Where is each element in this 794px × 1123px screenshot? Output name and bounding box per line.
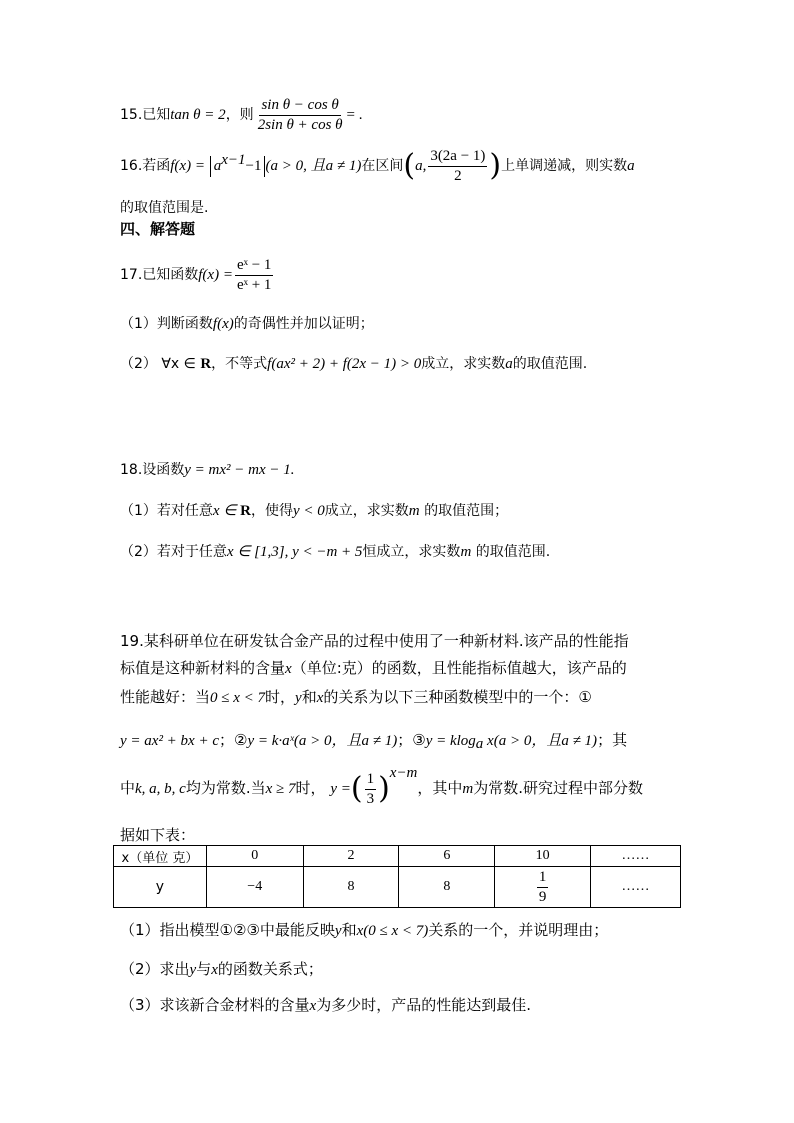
- q19-part2-a: （2）求出: [120, 960, 190, 978]
- q19-part2: [120, 962, 323, 978]
- q19-line5-y: y =: [330, 781, 351, 797]
- q19-line5-d: ，其中: [417, 779, 463, 797]
- q18-part1-ineq: y < 0: [293, 503, 325, 519]
- q18-part1-text-d: 的取值范围；: [419, 503, 509, 519]
- q17-part1-fx: f(x): [212, 316, 234, 332]
- q18-prefix: 18.设函数: [120, 462, 185, 478]
- q19-model3: y = klog: [425, 733, 476, 749]
- q15-line: [120, 97, 363, 133]
- q19-line3-y: y: [295, 690, 302, 706]
- q17-part1-text-b: 的奇偶性并加以证明；: [233, 316, 374, 332]
- table-row: [114, 846, 681, 867]
- q17-part2-text-d: 的取值范围.: [512, 356, 588, 372]
- q16-prefix: 16.若函: [120, 158, 171, 174]
- q18-part2-text-c: 的取值范围.: [471, 544, 551, 560]
- table-cell: −4: [206, 867, 303, 908]
- q18-part1-reals: R: [240, 503, 251, 519]
- q19-line3-d: 的关系为以下三种函数模型中的一个：①: [323, 688, 592, 706]
- q17-prefix: 17.已知函数: [120, 267, 199, 283]
- q18-part1-text-b: ，使得: [251, 503, 293, 519]
- q16-mid: 在区间: [361, 158, 404, 174]
- q19-line3-cond: 0 ≤ x < 7: [210, 690, 266, 706]
- q19-line3-a: 性能越好：当: [120, 688, 211, 706]
- q19-line5-c: 时，: [295, 779, 326, 797]
- q15-fraction: [256, 97, 345, 133]
- q19-part1-c: 关系的一个，并说明理由；: [428, 921, 609, 939]
- table-cell: 2: [303, 846, 399, 867]
- q16-fx: f(x) =: [170, 158, 205, 174]
- q16-abs-base: a: [213, 158, 222, 174]
- section-heading: 四、解答题: [120, 220, 196, 238]
- q18-part2-m: m: [460, 544, 472, 560]
- q16-interval-den: 2: [454, 167, 462, 184]
- table-cell-ellipsis: ……: [591, 846, 681, 867]
- q19-line5-e: 为常数.研究过程中部分数: [473, 779, 644, 797]
- q18-part1-text-c: 成立，求实数: [324, 503, 409, 519]
- q17-part1-text-a: （1）判断函数: [120, 316, 213, 332]
- q19-base-den: 3: [366, 790, 375, 807]
- q19-line2-a: 标值是这种新材料的含量: [120, 659, 286, 677]
- table-cell-ellipsis: ……: [591, 867, 681, 908]
- table-cell: 8: [303, 867, 399, 908]
- q18-part2-math: x ∈ [1,3], y < −m + 5: [226, 544, 363, 560]
- q15-numerator: sin θ − cos θ: [259, 97, 340, 116]
- q18-part2-text-b: 恒成立，求实数: [362, 544, 461, 560]
- q16-line2: 的取值范围是.: [120, 200, 209, 216]
- q19-sep4: ，且a ≠ 1): [531, 733, 598, 749]
- q17-fraction: [235, 257, 273, 293]
- q16-abs-rest: −1: [245, 158, 262, 174]
- table-fraction: [537, 869, 549, 905]
- q19-part1-y: y: [334, 923, 342, 939]
- q19-line3: [120, 690, 592, 706]
- q19-part2-y: y: [189, 962, 197, 978]
- q15-prefix: 15.已知: [120, 107, 171, 123]
- q19-part1-cond: x(0 ≤ x < 7): [356, 923, 429, 939]
- q19-part1-a: （1）指出模型①②③中最能反映: [120, 921, 335, 939]
- q16-var: a: [627, 158, 635, 174]
- q19-part3-b: 为多少时，产品的性能达到最佳.: [316, 996, 531, 1014]
- q16-tail: 上单调递减，则实数: [501, 158, 628, 174]
- q17-part2-reals: R: [200, 356, 212, 372]
- q18-part2: [120, 544, 550, 560]
- q19-close-paren: ): [378, 771, 390, 806]
- q19-part2-x: x: [211, 962, 218, 978]
- q19-part2-b: 与: [196, 960, 212, 978]
- q19-line4-tail: ；其: [597, 731, 628, 749]
- q16-interval-a: a,: [415, 158, 427, 174]
- q19-sep2: ，且a ≠ 1): [331, 733, 398, 749]
- q16-line: [120, 148, 635, 184]
- table-fraction-num: 1: [537, 869, 549, 888]
- q19-line6: 据如下表：: [120, 826, 196, 844]
- table-cell-fraction: [495, 867, 591, 908]
- q19-exponent: x−m: [389, 765, 418, 781]
- q19-line5-a: 中: [120, 779, 136, 797]
- q17-part2: [120, 356, 587, 372]
- q18-line: [120, 462, 295, 478]
- q19-sep1: ；②: [219, 731, 248, 749]
- table-row: [114, 867, 681, 908]
- q17-part2-text-b: ，不等式: [211, 356, 268, 372]
- q18-part2-text-a: （2）若对于任意: [120, 544, 227, 560]
- q15-denominator: 2sin θ + cos θ: [257, 116, 343, 133]
- q17-numerator: eˣ − 1: [235, 257, 273, 276]
- q19-line5-vars: k, a, b, c: [135, 781, 186, 797]
- q19-part3-a: （3）求该新合金材料的含量: [120, 996, 310, 1014]
- q19-line5-cond: x ≥ 7: [265, 781, 296, 797]
- q18-part1-x: x ∈: [212, 503, 241, 519]
- q19-line4: [120, 731, 628, 752]
- q16-absolute-value: [210, 152, 266, 177]
- q19-line5: [120, 765, 644, 807]
- q17-part2-text-c: 成立，求实数: [421, 356, 506, 372]
- q19-part1: [120, 923, 608, 939]
- q19-part3-x: x: [309, 998, 317, 1014]
- q18-part1-text-a: （1）若对任意: [120, 503, 213, 519]
- q19-part2-c: 的函数关系式；: [217, 960, 323, 978]
- q15-suffix: = .: [346, 107, 363, 123]
- q18-part1: [120, 503, 508, 519]
- q19-line2-x: x: [285, 661, 292, 677]
- q16-abs-exp: x−1: [221, 152, 246, 168]
- q19-part1-b: 和: [341, 921, 357, 939]
- q19-part3: [120, 998, 531, 1014]
- q17-part1: [120, 316, 374, 332]
- q18-part1-m: m: [408, 503, 420, 519]
- q19-sep3: ；③: [397, 731, 426, 749]
- q19-model3-base: a: [475, 736, 484, 752]
- q16-open-paren: (: [403, 148, 416, 183]
- q19-line2: [120, 661, 627, 677]
- q17-fx: f(x) =: [198, 267, 233, 283]
- q19-line3-x: x: [316, 690, 324, 706]
- q16-interval-fraction: [428, 148, 487, 184]
- q15-then: ，则: [225, 107, 254, 123]
- q19-model2: y = k·aˣ(a > 0: [247, 733, 332, 749]
- q17-denominator: eˣ + 1: [236, 276, 272, 293]
- q19-line1: 19.某科研单位在研发钛合金产品的过程中使用了一种新材料.该产品的性能指: [120, 632, 629, 650]
- q19-model3b: x(a > 0: [483, 733, 532, 749]
- q19-model1: y = ax² + bx + c: [120, 733, 219, 749]
- q16-condition: (a > 0, 且a ≠ 1): [265, 158, 362, 174]
- table-cell: 6: [399, 846, 495, 867]
- q19-open-paren: (: [350, 771, 363, 806]
- q19-line2-b: （单位:克）的函数，且性能指标值越大，该产品的: [291, 659, 627, 677]
- q19-base-fraction: [365, 771, 377, 807]
- table-fraction-den: 9: [538, 888, 547, 905]
- q19-line5-b: 均为常数.当: [185, 779, 266, 797]
- table-cell: 0: [206, 846, 303, 867]
- q15-given: tan θ = 2: [170, 107, 226, 123]
- q19-line3-c: 和: [301, 688, 317, 706]
- q17-part2-inequality: f(ax² + 2) + f(2x − 1) > 0: [267, 356, 422, 372]
- table-cell: 8: [399, 867, 495, 908]
- q19-line5-m: m: [462, 781, 474, 797]
- q17-part2-text-a: （2） ∀x ∈: [120, 356, 201, 372]
- table-header-x: x（单位 克）: [114, 846, 207, 867]
- q17-part2-var: a: [505, 356, 513, 372]
- table-header-y: y: [114, 867, 207, 908]
- q19-data-table: [113, 845, 681, 908]
- q17-line: [120, 257, 275, 293]
- q19-base-num: 1: [365, 771, 377, 790]
- q18-function: y = mx² − mx − 1.: [184, 462, 295, 478]
- q16-close-paren: ): [489, 148, 502, 183]
- table-cell: 10: [495, 846, 591, 867]
- q16-interval-num: 3(2a − 1): [428, 148, 487, 167]
- q19-line3-b: 时，: [265, 688, 296, 706]
